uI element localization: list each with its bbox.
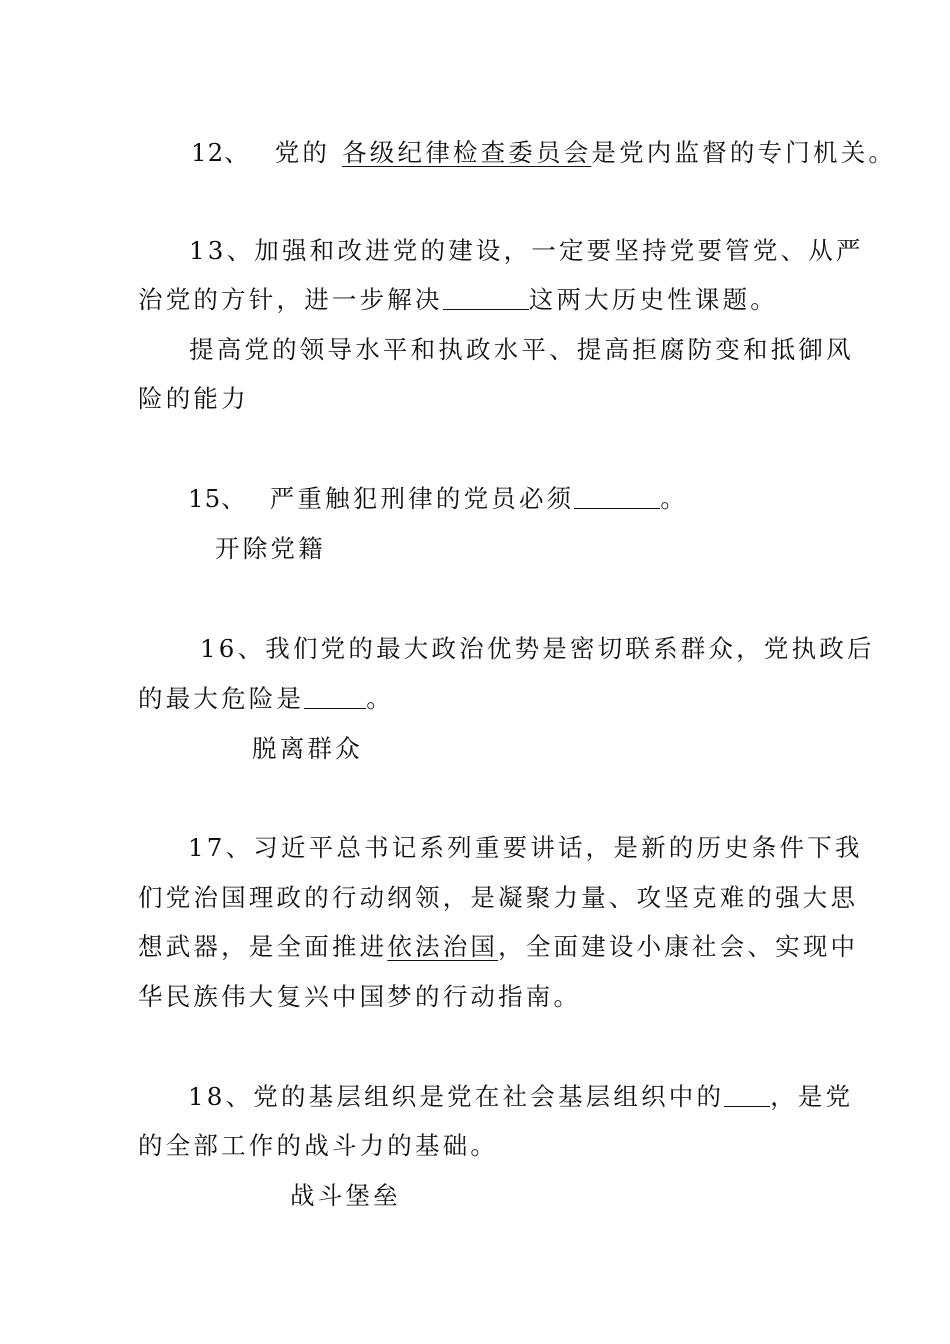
question-15: [188, 484, 688, 514]
question-text: 是党内监督的专门机关。: [591, 138, 897, 167]
question-text: 党的: [274, 138, 331, 167]
question-text: 。: [660, 484, 689, 513]
question-18-line-2: 的全部工作的战斗力的基础。: [138, 1131, 499, 1160]
question-18-line-1: [188, 1082, 853, 1112]
question-number: 12、: [191, 138, 250, 167]
question-text: 严重触犯刑律的党员必须: [269, 484, 575, 513]
answer-blank: [574, 484, 660, 509]
question-text: ，全面建设小康社会、实现中: [498, 932, 859, 961]
answer-underlined: 依法治国: [387, 932, 499, 961]
question-text: 这两大历史性课题。: [528, 285, 779, 314]
answer-blank: [304, 684, 366, 709]
question-text: 的最大危险是: [138, 684, 305, 713]
question-text: 18、党的基层组织是党在社会基层组织中的: [188, 1082, 725, 1111]
question-text: 治党的方针，进一步解决: [138, 285, 443, 314]
question-text: ，是党: [770, 1082, 854, 1111]
question-17-line-1: 17、习近平总书记系列重要讲话，是新的历史条件下我: [188, 833, 863, 862]
question-17-line-4: 华民族伟大复兴中国梦的行动指南。: [138, 982, 582, 1011]
question-17-line-2: 们党治国理政的行动纲领，是凝聚力量、攻坚克难的强大思: [138, 883, 859, 912]
question-16-line-2: [138, 684, 394, 714]
question-12: [191, 138, 896, 168]
question-text: 想武器，是全面推进: [138, 932, 388, 961]
question-17-line-3: [138, 932, 858, 962]
answer-underlined: 各级纪律检查委员会: [342, 138, 592, 167]
answer-13-line-2: 险的能力: [138, 384, 249, 413]
question-16-line-1: 16、我们党的最大政治优势是密切联系群众，党执政后: [200, 634, 875, 663]
answer-15: 开除党籍: [215, 534, 326, 563]
question-13-line-1: 13、加强和改进党的建设，一定要坚持党要管党、从严: [189, 236, 864, 265]
question-text: 。: [366, 684, 394, 713]
answer-blank: [724, 1082, 770, 1107]
answer-blank: [443, 285, 529, 310]
answer-16: 脱离群众: [252, 734, 363, 763]
answer-13-line-1: 提高党的领导水平和执政水平、提高拒腐防变和抵御风: [189, 335, 854, 364]
question-number: 15、: [188, 484, 247, 513]
question-13-line-2: [138, 285, 778, 315]
answer-18: 战斗堡垒: [290, 1181, 401, 1210]
